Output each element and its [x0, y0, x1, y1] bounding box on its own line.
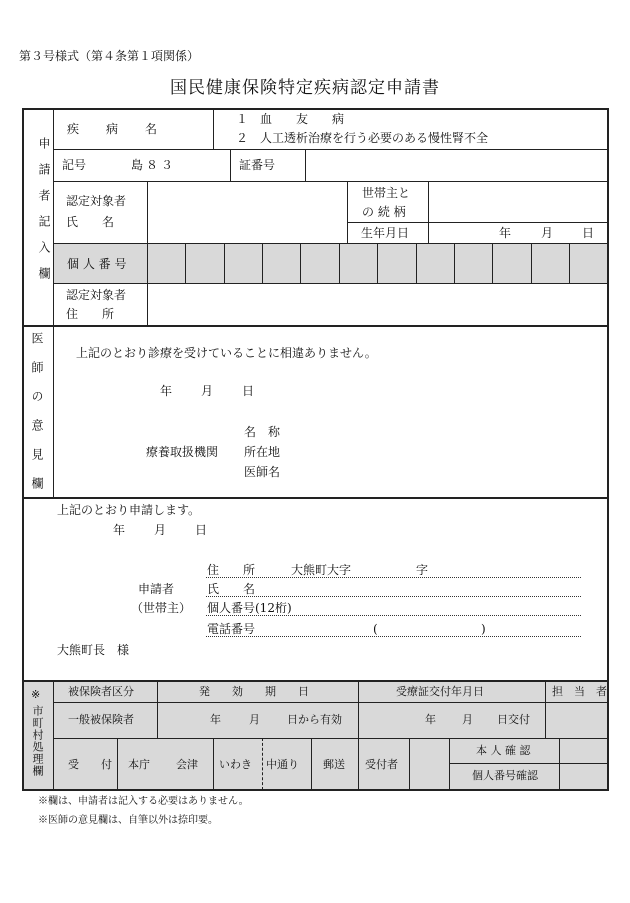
receiver-label: 受付者: [365, 758, 398, 771]
effective-date-label: 発 効 期 日: [199, 685, 309, 698]
addressee: 大熊町長 様: [57, 643, 130, 657]
doctor-section-label: 医師の意見欄: [30, 332, 44, 506]
identity-check-label: 本 人 確 認: [476, 744, 531, 757]
institution-location-label: 所在地: [244, 445, 281, 459]
office-nakadori: 中通り: [266, 758, 299, 771]
applicant-label: 申請者: [138, 582, 175, 596]
applicant-phone-label: 電話番号: [207, 622, 256, 636]
subject-address-label-2: 住 所: [66, 307, 115, 321]
symbol-label: 記号: [62, 158, 87, 172]
general-insured-label: 一般被保険者: [68, 713, 134, 726]
office-mark: ※: [31, 688, 41, 701]
head-of-household-label: （世帯主）: [131, 601, 192, 615]
birth-year-unit: 年: [499, 226, 512, 240]
personal-number-check-label: 個人番号確認: [472, 769, 538, 782]
form-number: 第３号様式（第４条第１項関係）: [19, 49, 200, 63]
applicant-address-label: 住 所: [207, 563, 256, 577]
doctor-date-month: 月: [201, 384, 214, 398]
subject-name-label-2: 氏 名: [66, 215, 115, 229]
birthdate-label: 生年月日: [361, 226, 410, 240]
insured-class-label: 被保険者区分: [68, 685, 134, 698]
institution-name-label: 名 称: [244, 425, 281, 439]
applicant-section-label: 申請者記入欄: [37, 137, 51, 293]
staff-label: 担 当 者: [552, 685, 607, 698]
relation-label-2: の 続 柄: [362, 205, 406, 219]
relation-label: 世帯主と: [362, 186, 411, 200]
application-statement: 上記のとおり申請します。: [57, 503, 201, 517]
issue-date-label: 受療証交付年月日: [396, 685, 484, 698]
doctor-date-day: 日: [242, 384, 255, 398]
office-mail: 郵送: [323, 758, 345, 771]
personal-number-label: 個 人 番 号: [67, 257, 127, 271]
issue-day: 日交付: [497, 713, 530, 726]
subject-address-label: 認定対象者: [66, 288, 127, 302]
application-date-month: 月: [154, 523, 167, 537]
application-date-year: 年: [113, 523, 126, 537]
application-date-day: 日: [195, 523, 208, 537]
doctor-date-year: 年: [160, 384, 173, 398]
birth-month-unit: 月: [541, 226, 554, 240]
phone-paren-close: ): [481, 622, 486, 636]
applicant-address-value: 大熊町大字: [291, 563, 352, 577]
office-section-label: 市町村処理欄: [31, 705, 44, 777]
effective-month: 月: [249, 713, 260, 726]
doctor-name-label: 医師名: [244, 465, 281, 479]
birth-day-unit: 日: [582, 226, 595, 240]
applicant-personal-number-label: 個人番号(12桁): [207, 601, 292, 615]
disease-label: 疾 病 名: [67, 122, 159, 136]
issue-year: 年: [425, 713, 436, 726]
effective-day: 日から有効: [287, 713, 342, 726]
doctor-statement: 上記のとおり診療を受けていることに相違ありません。: [76, 346, 377, 360]
subject-name-label: 認定対象者: [66, 194, 127, 208]
phone-paren-open: (: [373, 622, 378, 636]
effective-year: 年: [210, 713, 221, 726]
applicant-name-label: 氏 名: [207, 582, 256, 596]
issue-month: 月: [462, 713, 473, 726]
applicant-address-aza: 字: [416, 563, 429, 577]
institution-label: 療養取扱機関: [146, 445, 219, 459]
symbol-value: 島８３: [131, 158, 177, 172]
page-title: 国民健康保険特定疾病認定申請書: [170, 78, 440, 98]
office-honcho: 本庁: [128, 758, 150, 771]
office-iwaki: いわき: [219, 758, 252, 771]
office-aizu: 会津: [176, 758, 198, 771]
disease-option-hemophilia: １ 血 友 病: [236, 112, 345, 126]
note-1: ※欄は、申請者は記入する必要はありません。: [38, 796, 249, 807]
cert-number-label: 証番号: [239, 158, 276, 172]
note-2: ※医師の意見欄は、自筆以外は捺印要。: [38, 815, 218, 826]
receipt-label: 受 付: [68, 758, 112, 771]
disease-option-renal: ２ 人工透析治療を行う必要のある慢性腎不全: [236, 131, 489, 145]
